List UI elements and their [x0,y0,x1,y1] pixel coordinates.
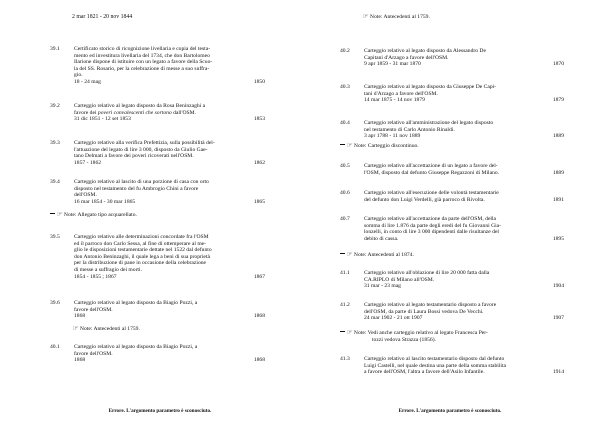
entry-date: 31 dic 1851 - 12 set 1853 [74,116,131,123]
entry-number: 40.6 [340,190,350,196]
note-line [72,326,140,333]
note-pointer-icon: ☞ [346,251,352,258]
entry-date: 1854 - 1855 ; 1867 [74,273,117,280]
entry-line: Carteggio relativo all'accettazione di un legato a favore del- [364,163,498,169]
entry-date: 18 - 24 mag [74,78,101,85]
note-line [50,212,137,219]
entry-line: gio. [74,72,83,79]
entry-line: del defunto don Luigi Verdelli, già parroco di Rivolta. [364,196,485,203]
note-pointer-icon: ☞ [346,329,352,336]
entry-line: favore dell'OSM. [74,306,113,313]
entry-number: 39.2 [50,103,60,109]
entry-number: 39.1 [50,46,60,52]
entry-year: 1868 [253,357,265,364]
entry-line: ed il parroco don Carlo Sessa, al fine di ottemperare al me- [74,240,207,247]
entry-line [74,110,265,117]
entry-line: tani d'Arzago a favore dell'OSM. [364,90,438,97]
page-footer: Errore. L'argomento parametro è sconosciuto. [108,408,212,414]
entry-line: lonzelli, in conto di lire 3 000 dipendenti dalle risultanze del [364,229,499,236]
dash-mark [340,331,345,332]
entry-line: Carteggio relativo al legato disposto da Alessandro De [364,48,486,54]
note-pointer-icon: ☞ [72,325,78,332]
entry-line-part: favore dei [74,109,98,116]
entry-year: 1850 [253,78,265,85]
entry-line: dell'OSM. [74,192,97,199]
entry-line: favore dell'OSM. [74,350,113,357]
entry-41-3 [340,356,564,376]
entry-39-5 [50,234,265,280]
note-pointer-icon: ☞ [346,142,352,149]
entry-39-2 [50,103,265,123]
entry-41-1 [340,270,564,290]
entry-line: Carteggio relativo all'accettazione da parte dell'OSM, della [364,216,497,222]
entry-year: 1904 [552,283,564,290]
entry-41-2 [340,302,564,322]
entry-line: la del SS. Rosario, per la celebrazione di messe a suo suffra- [74,65,210,72]
entry-year: 1870 [552,61,564,68]
entry-line: Carteggio relativo al lascito testamentario disposto dal defunto [364,356,505,362]
entry-line-italic: poveri convalescenti che sortono [97,109,172,116]
entry-number: 39.6 [50,300,60,306]
entry-date: 1868 [74,357,86,364]
entry-40-3 [340,84,564,104]
note-line [340,143,419,150]
entry-line: Certificato storico di ricognizione livellaria e copia del testa- [74,46,211,52]
note-line [340,330,488,337]
note-text: Note: Allegato tipo acquarellato. [63,212,137,218]
entry-year: 1879 [552,97,564,104]
entry-year: 1891 [552,196,564,203]
entry-line: tano Delmati a favore dei poveri ricoverati nell'OSM. [74,153,194,160]
note-line [372,337,436,344]
entry-number: 40.1 [50,344,60,350]
entry-line: Ilarione dispone di istituire con un legato a favore della Scuo- [74,59,213,66]
entry-date: 14 mar 1875 - 14 nov 1879 [364,97,425,104]
entry-40-2 [340,48,564,68]
entry-line: CA.RIPLO di Milano all'OSM. [364,276,435,283]
entry-date: 9 apr 1859 - 31 mar 1870 [364,61,421,68]
entry-40-1 [50,344,265,364]
entry-line: mento ed investitura livellaria del 1734, che don Bartolomeo [74,52,210,59]
entry-year: 1853 [253,116,265,123]
note-line [362,14,430,21]
entry-line: di messe a suffragio dei morti. [74,266,142,273]
entry-line: Carteggio relativo al legato testamentario disposto a favore [364,302,497,308]
entry-40-6 [340,190,564,203]
entry-year: 1907 [552,315,564,322]
entry-line: don Antonio Beninzaghi, il quale lega a beni di sua proprietà [74,253,210,260]
note-text: Note: Antecedenti al 1874. [353,252,414,258]
note-pointer-icon: ☞ [56,211,62,218]
entry-year: 1862 [253,159,265,166]
entry-year: 1868 [253,313,265,320]
entry-number: 39.4 [50,179,60,185]
entry-year: 1914 [552,369,564,376]
entry-date: 16 mar 1854 - 30 mar 1865 [74,198,136,205]
note-text: tozzi vedova Strazza (1856). [372,337,436,343]
entry-line: glio le disposizioni testamentarie dettate nel 1522 dal defunto [74,247,212,254]
entry-year: 1867 [253,273,265,280]
entry-line: Carteggio relativo al legato disposto da Biagio Pozzi, a [74,300,198,306]
entry-line-part: dall'OSM. [171,109,197,116]
entry-39-3 [50,140,265,166]
entry-line: dell'OSM, da parte di Laura Bossi vedova De Vecchi. [364,308,484,315]
entry-line: a favore dell'OSM, l'altra a favore dell'Asilo Infantile. [364,369,485,376]
entry-line: nel testamento di Carlo Antonio Rinaldi. [364,126,455,133]
entry-line: Carteggio relativo all'esecuzione delle volontà testamentarie [364,190,499,196]
entry-year: 1889 [552,169,564,176]
entry-line: Carteggio relativo al lascito di una porzione di casa con orto [74,179,209,185]
dash-mark [340,144,345,145]
entry-date: 1857 - 1862 [74,159,102,166]
entry-line: Luigi Castelli, nel quale destina una parte della somma stabilita [364,362,506,369]
entry-year: 1865 [253,198,265,205]
entry-number: 40.4 [340,120,350,126]
entry-line: per la distribuzione di pane in occasione della celebrazione [74,260,207,267]
entry-line: l'attuazione del legato di lire 3 000, disposto da Giulio Gae- [74,146,208,153]
entry-line: somma di lire 1.876 da parte degli eredi del fu Giovanni Gia- [364,222,502,229]
entry-line: Carteggio relativo al legato disposto da Biagio Pozzi, a [74,344,198,350]
entry-year: 1889 [552,133,564,140]
entry-line: disposto nel testamento del fu Ambrogio Chini a favore [74,185,199,192]
entry-line: Carteggio relativo al legato disposto da Rosa Beninzaghi a [74,103,206,109]
entry-number: 41.1 [340,270,350,276]
entry-line: l'OSM, disposto dal defunto Giuseppe Regazzoni di Milano. [364,169,500,176]
entry-40-5 [340,163,564,176]
note-text: Note: Carteggio discontinuo. [353,143,419,149]
dash-mark [340,253,345,254]
note-line [340,252,414,259]
entry-number: 39.3 [50,140,60,146]
note-text: Note: Vedi anche carteggio relativo al legato Francesca Per- [353,330,488,336]
entry-line: Capitani d'Arzago a favore dell'OSM. [364,54,449,61]
page-footer: Errore. L'argomento parametro è sconosciuto. [398,408,502,414]
entry-line: Carteggio relativo alle determinazioni concordate fra l'OSM [74,234,209,240]
entry-line: debito di cassa. [364,235,399,242]
entry-number: 41.2 [340,302,350,308]
entry-number: 40.3 [340,84,350,90]
entry-line: Carteggio relativo all'oblazione di lire 20 000 fatta dalla [364,270,490,276]
entry-39-4 [50,179,265,205]
entry-date: 1868 [74,313,86,320]
note-text: Note: Antecedenti al 1759. [369,14,430,20]
entry-39-1 [50,46,265,86]
entry-number: 41.3 [340,356,350,362]
entry-number: 40.7 [340,216,350,222]
entry-line: Carteggio relativo alla verifica Prefettizia, sulla possibilità del- [74,140,215,146]
entry-number: 39.5 [50,234,60,240]
entry-39-6 [50,300,265,320]
entry-line: Carteggio relativo al legato disposto da Giuseppe De Capi- [364,84,497,90]
entry-line: Carteggio relativo all'amministrazione del legato disposto [364,120,494,126]
entry-date: 24 mar 1902 - 21 ott 1907 [364,315,423,322]
entry-number: 40.5 [340,163,350,169]
dash-mark [50,213,55,214]
note-text: Note: Antecedenti al 1759. [79,326,140,332]
entry-date: 31 mar - 23 mag [364,283,401,290]
entry-40-4 [340,120,564,140]
header-date: 2 mar 1821 - 20 nov 1844 [72,14,133,20]
entry-date: 3 apr 1788 - 11 nov 1889 [364,133,421,140]
entry-number: 40.2 [340,48,350,54]
note-pointer-icon: ☞ [362,13,368,20]
entry-year: 1895 [552,235,564,242]
entry-40-7 [340,216,564,242]
